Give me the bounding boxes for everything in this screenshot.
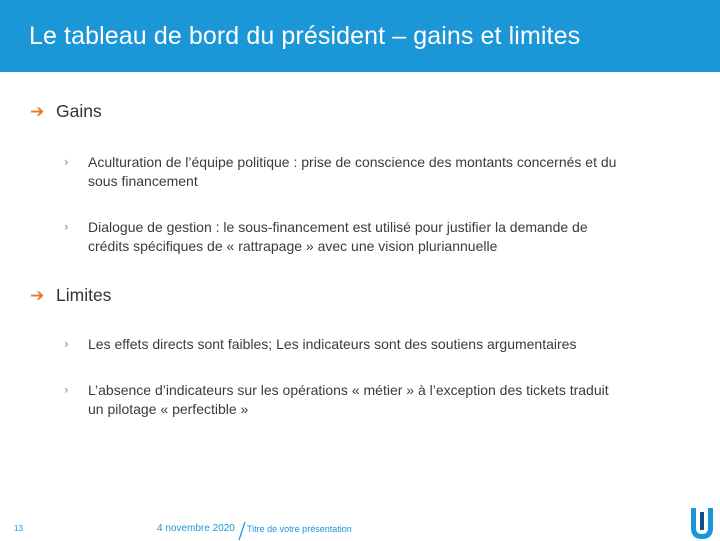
bullet-item — [64, 335, 684, 354]
chevron-right-icon: › — [64, 337, 69, 351]
bullet-text — [88, 218, 588, 256]
chevron-right-icon: › — [64, 383, 69, 397]
bullet-item — [64, 381, 684, 419]
bullet-text — [88, 153, 616, 191]
bullet-line: L’absence d’indicateurs sur les opérations « métier » à l’exception des tickets traduit — [88, 382, 609, 398]
bullet-line: un pilotage « perfectible » — [88, 401, 249, 417]
section-heading-label: Limites — [56, 285, 112, 305]
bullet-line: Dialogue de gestion : le sous-financement est utilisé pour justifier la demande de — [88, 219, 588, 235]
chevron-right-icon: › — [64, 155, 69, 169]
chevron-right-icon: › — [64, 220, 69, 234]
arrow-right-icon: ➔ — [30, 101, 45, 122]
bullet-item — [64, 218, 684, 256]
university-logo — [688, 506, 716, 540]
section-heading-gains — [30, 101, 102, 122]
bullet-text — [88, 381, 609, 419]
bullet-line: Aculturation de l’équipe politique : prise de conscience des montants concernés et du — [88, 154, 617, 170]
bullet-item — [64, 153, 684, 191]
section-heading-label: Gains — [56, 101, 102, 121]
footer-presentation-title: Titre de votre présentation — [247, 524, 352, 534]
bullet-text — [88, 335, 576, 354]
page-number: 13 — [14, 524, 23, 533]
bullet-line: crédits spécifiques de « rattrapage » avec une vision pluriannuelle — [88, 238, 498, 254]
arrow-right-icon: ➔ — [30, 285, 45, 306]
section-heading-limites — [30, 285, 111, 306]
slide-title: Le tableau de bord du président – gains et limites — [29, 22, 581, 50]
footer-date: 4 novembre 2020 — [157, 523, 235, 534]
bullet-line: sous financement — [88, 173, 198, 189]
bullet-line: Les effets directs sont faibles; Les indicateurs sont des soutiens argumentaires — [88, 336, 577, 352]
footer-divider-slash — [237, 521, 247, 541]
